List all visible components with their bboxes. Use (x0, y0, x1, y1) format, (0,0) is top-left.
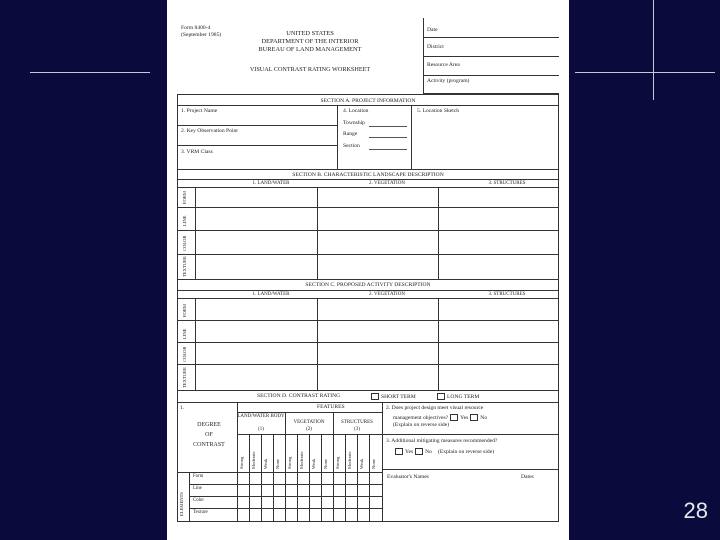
degree-3-moderate: Moderate (347, 451, 352, 469)
slide-rule-right (575, 72, 715, 73)
section-c-row-texture: TEXTURE (182, 367, 187, 388)
key-observation-field[interactable]: 2. Key Observation Point (181, 128, 238, 134)
form-number: Form 8400-4 (181, 25, 211, 31)
question-2: 2. Does project design meet visual resource (386, 405, 484, 411)
degree-3-strong: Strong (335, 456, 340, 469)
resource-area-field[interactable]: Resource Area (427, 62, 460, 68)
section-d-title: SECTION D. CONTRAST RATING (257, 393, 341, 399)
evaluators-names-field[interactable]: Evaluator's Names (387, 474, 429, 480)
long-term-option[interactable]: LONG TERM (435, 393, 479, 400)
element-color: Color (193, 498, 204, 503)
section-b-col-land: 1. LAND/WATER (252, 181, 290, 186)
slide-rule-left (30, 72, 150, 73)
degree-2-strong: Strong (287, 456, 292, 469)
section-c-row-line: LINE (182, 328, 187, 339)
worksheet (177, 14, 559, 522)
degree-line-1: DEGREE (197, 422, 221, 428)
element-texture: Texture (193, 510, 208, 515)
location-label: 4. Location (343, 108, 369, 114)
degree-2-weak: Weak (311, 458, 316, 469)
section-label: Section (343, 143, 360, 149)
section-b-row-line: LINE (182, 215, 187, 226)
question-3-options: Yes No (Explain on reverse side) (393, 448, 494, 455)
question-2-explain: (Explain on reverse side) (393, 422, 450, 428)
degree-2-none: None (323, 459, 328, 469)
form-date: (September 1985) (181, 32, 222, 38)
degree-1-weak: Weak (263, 458, 268, 469)
degree-3-none: None (371, 459, 376, 469)
degree-1-none: None (275, 459, 280, 469)
activity-field[interactable]: Activity (program) (427, 78, 470, 84)
elements-label: ELEMENTS (179, 492, 184, 516)
date-field[interactable]: Date (427, 27, 438, 33)
form-frame (177, 94, 559, 522)
feature-vegetation: VEGETATION (293, 420, 325, 425)
section-c-col-vegetation: 2. VEGETATION (369, 292, 405, 297)
rating-item-1: 1. (180, 405, 185, 411)
agency-line-2: DEPARTMENT OF THE INTERIOR (261, 38, 359, 45)
section-b-col-structures: 3. STRUCTURES (488, 181, 526, 186)
element-form: Form (193, 474, 204, 479)
project-name-field[interactable]: 1. Project Name (181, 108, 218, 114)
element-line: Line (193, 486, 202, 491)
feature-structures: STRUCTURES (341, 420, 373, 425)
degree-2-moderate: Moderate (299, 451, 304, 469)
range-label: Range (343, 131, 358, 137)
section-b-title: SECTION B. CHARACTERISTIC LANDSCAPE DESCRIPTION (292, 172, 444, 178)
short-term-option[interactable]: SHORT TERM (369, 393, 416, 400)
section-b-col-vegetation: 2. VEGETATION (369, 181, 405, 186)
degree-1-moderate: Moderate (251, 451, 256, 469)
question-3: 3. Additional mitigating measures recommended? (386, 438, 498, 444)
worksheet-title: VISUAL CONTRAST RATING WORKSHEET (249, 66, 371, 73)
feature-land-water-num: (1) (258, 427, 264, 432)
township-label: Township (343, 120, 365, 126)
section-c-col-structures: 3. STRUCTURES (488, 292, 526, 297)
form-page (167, 0, 569, 540)
section-c-row-form: FORM (182, 303, 187, 317)
section-c-row-color: COLOR (182, 346, 187, 362)
dates-field[interactable]: Dates (521, 474, 534, 480)
question-2-cont: management objectives? Yes No (393, 414, 488, 421)
agency-line-3: BUREAU OF LAND MANAGEMENT (258, 46, 362, 53)
section-a-title: SECTION A. PROJECT INFORMATION (320, 98, 416, 104)
slide-rule-vertical (653, 0, 654, 100)
district-field[interactable]: District (427, 44, 444, 50)
section-b-row-color: COLOR (182, 235, 187, 251)
features-label: FEATURES (317, 404, 345, 410)
section-c-col-land: 1. LAND/WATER (252, 292, 290, 297)
location-sketch-field[interactable]: 5. Location Sketch (417, 108, 460, 114)
feature-vegetation-num: (2) (306, 427, 312, 432)
degree-1-strong: Strong (239, 456, 244, 469)
degree-3-weak: Weak (359, 458, 364, 469)
section-c-title: SECTION C. PROPOSED ACTIVITY DESCRIPTION (305, 282, 431, 288)
section-b-row-texture: TEXTURE (182, 256, 187, 277)
vrm-class-field[interactable]: 3. VRM Class (181, 149, 213, 155)
section-b-row-form: FORM (182, 190, 187, 204)
degree-line-3: CONTRAST (193, 442, 225, 448)
slide-page-number: 28 (683, 498, 708, 523)
feature-structures-num: (3) (354, 427, 360, 432)
feature-land-water: LAND/WATER BODY (237, 414, 285, 419)
degree-line-2: OF (205, 432, 213, 438)
agency-line-1: UNITED STATES (286, 30, 334, 37)
